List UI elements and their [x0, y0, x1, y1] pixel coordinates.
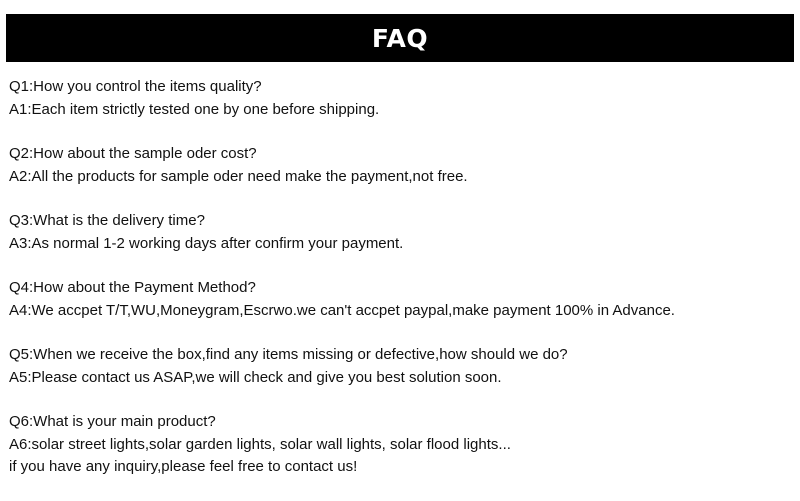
- page-title: FAQ: [371, 23, 429, 53]
- faq-answer: A1:Each item strictly tested one by one before shipping.: [9, 100, 380, 118]
- faq-item-q5: [9, 344, 794, 389]
- faq-question: Q3:What is the delivery time?: [9, 212, 205, 229]
- faq-question: Q1:How you control the items quality?: [9, 78, 262, 95]
- faq-answer: A6:solar street lights,solar garden lights, solar wall lights, solar flood lights...: [9, 435, 511, 453]
- faq-question: Q2:How about the sample oder cost?: [9, 145, 257, 162]
- faq-answer: A5:Please contact us ASAP,we will check and give you best solution soon.: [9, 368, 502, 386]
- faq-item-q4: [9, 277, 794, 322]
- faq-header-bar: [6, 14, 794, 62]
- faq-answer: A2:All the products for sample oder need make the payment,not free.: [9, 167, 468, 185]
- faq-item-q1: [9, 76, 794, 121]
- faq-question: Q6:What is your main product?: [9, 413, 216, 430]
- faq-answer: A4:We accpet T/T,WU,Moneygram,Escrwo.we can't accpet paypal,make payment 100% in Advance.: [9, 301, 675, 319]
- faq-contact-note: if you have any inquiry,please feel free to contact us!: [9, 458, 358, 475]
- faq-question: Q4:How about the Payment Method?: [9, 279, 256, 296]
- faq-item-q6: [9, 411, 794, 479]
- faq-question: Q5:When we receive the box,find any items missing or defective,how should we do?: [9, 346, 568, 363]
- faq-item-q3: [9, 210, 794, 255]
- faq-answer: A3:As normal 1-2 working days after confirm your payment.: [9, 234, 404, 252]
- faq-list: [9, 76, 794, 501]
- faq-item-q2: [9, 143, 794, 188]
